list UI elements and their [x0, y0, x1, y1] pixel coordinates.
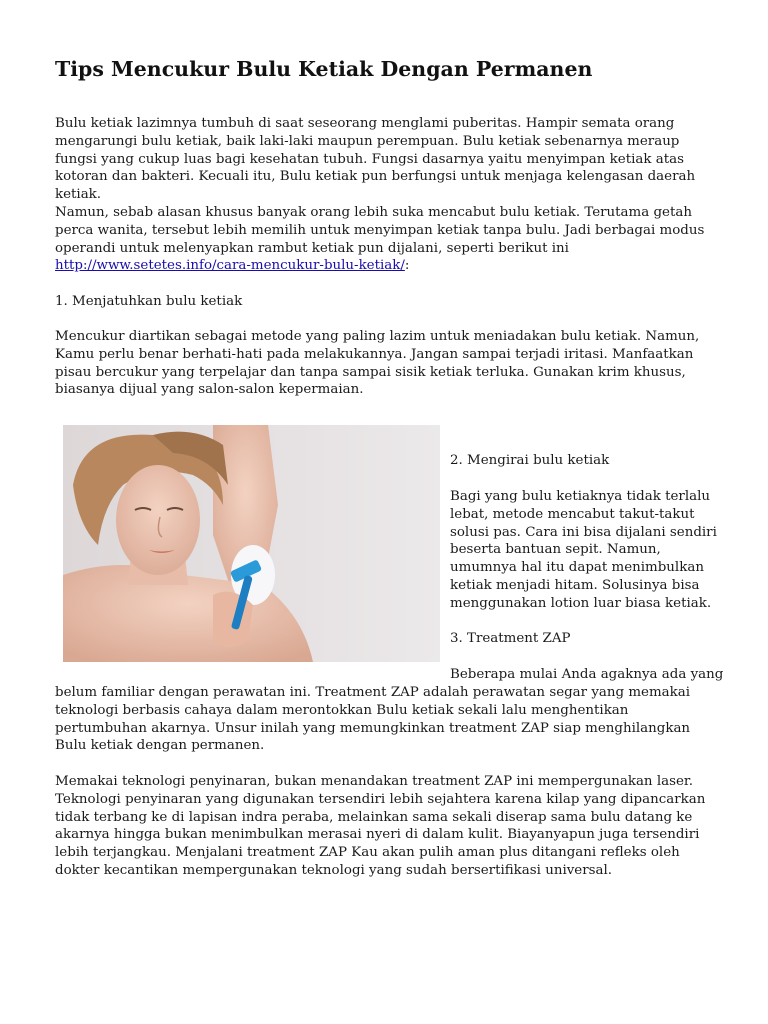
light-technology-paragraph: Memakai teknologi penyinaran, bukan menandakan treatment ZAP ini mempergunakan laser. Teknologi penyinaran yang digunakan tersendiri lebih sejahtera karena kilap yang dipancarkan tidak terbang ke di lapisan indra peraba, melainkan sama sekali diserap sama bulu datang ke akarnya hingga bukan menimbulkan merasai nyeri di dalam kulit. Biayanyapun juga tersendiri lebih terjangkau. Menjalani treatment ZAP Kau akan pulih aman plus ditangani refleks oleh dokter kecantikan mempergunakan teknologi yang sudah bersertifikasi universal.: [55, 774, 706, 878]
plucking-paragraph: Bagi yang bulu ketiaknya tidak terlalu lebat, metode mencabut takut-takut solusi pas. Cara ini bisa dijalani sendiri beserta bantuan sepit. Namun, umumnya hal itu dapat menimbulkan ketiak menjadi hitam. Solusinya bisa menggunakan lotion luar biasa ketiak.: [450, 489, 717, 611]
section-heading-2: 2. Mengirai bulu ketiak: [450, 453, 610, 468]
woman-shaving-armpit-photo: [63, 425, 440, 662]
zap-paragraph-start: Beberapa mulai Anda agaknya ada yang: [450, 667, 724, 682]
section-heading-3: 3. Treatment ZAP: [450, 631, 571, 646]
section-heading-1: 1. Menjatuhkan bulu ketiak: [55, 294, 243, 309]
page-title: Tips Mencukur Bulu Ketiak Dengan Permanen: [55, 57, 593, 81]
link-suffix: :: [404, 258, 410, 274]
zap-paragraph: belum familiar dengan perawatan ini. Treatment ZAP adalah perawatan segar yang memakai teknologi berbasis cahaya dalam merontokkan Bulu ketiak sekali lalu menghentikan pertumbuhan akarnya. Unsur inilah yang memungkinkan treatment ZAP siap menghilangkan Bulu ketiak dengan permanen.: [55, 685, 691, 754]
intro-paragraph: Bulu ketiak lazimnya tumbuh di saat seseorang menglami puberitas. Hampir semata orang mengarungi bulu ketiak, baik laki-laki maupun perempuan. Bulu ketiak sebenarnya meraup fungsi yang cukup luas bagi kesehatan tubuh. Fungsi dasarnya yaitu menyimpan ketiak atas kotoran dan bakteri. Kecuali itu, Bulu ketiak pun berfungsi untuk menjaga kelengasan daerah ketiak.: [55, 116, 696, 203]
methods-text: Namun, sebab alasan khusus banyak orang lebih suka mencabut bulu ketiak. Terutama getah perca wanita, tersebut lebih memilih untuk menyimpan ketiak tanpa bulu. Jadi berbagai modus operandi untuk melenyapkan rambut ketiak pun dijalani, seperti berikut ini: [55, 205, 705, 256]
source-link[interactable]: http://www.setetes.info/cara-mencukur-bulu-ketiak/: [55, 258, 405, 274]
shaving-paragraph: Mencukur diartikan sebagai metode yang paling lazim untuk meniadakan bulu ketiak. Namun, Kamu perlu benar berhati-hati pada melakukannya. Jangan sampai terjadi iritasi. Manfaatkan pisau bercukur yang terpelajar dan tanpa sampai sisik ketiak terluka. Gunakan krim khusus, biasanya dijual yang salon-salon kepermaian.: [55, 329, 700, 398]
methods-paragraph: [55, 204, 720, 275]
